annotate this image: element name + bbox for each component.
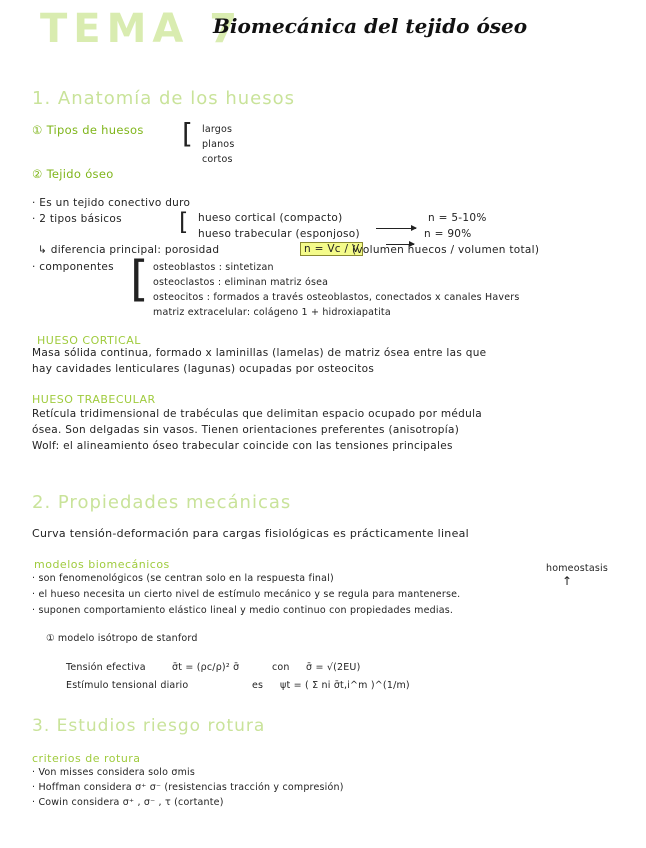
tipo-item: planos [202,139,235,150]
trabecular-line: Retícula tridimensional de trabéculas que delimitan espacio ocupado por médula [32,408,483,420]
up-arrow-icon: ↑ [562,574,573,588]
componente-item: matriz extracelular: colágeno 1 + hidroxiapatita [153,307,391,318]
modelos-heading: modelos biomecánicos [34,558,170,571]
tension-formula: σ̄t = (ρc/ρ)² σ̄ [172,662,240,673]
modelos-bullet: · son fenomenológicos (se centran solo en la respuesta final) [32,573,334,584]
componentes-label: · componentes [32,261,114,273]
criterio-item: · Hoffman considera σ⁺ σ⁻ (resistencias tracción y compresión) [32,782,344,793]
componente-item: osteocitos : formados a través osteoblastos, conectados x canales Havers [153,292,520,303]
estimulo-label: Estímulo tensional diario [66,680,189,691]
homeostasis-note: homeostasis [546,563,608,574]
modelos-bullet: · el hueso necesita un cierto nivel de estímulo mecánico y se regula para mantenerse. [32,589,461,600]
tipo-item: cortos [202,154,233,165]
componente-item: osteoblastos : sintetizan [153,262,274,273]
modelo-stanford-label: ① modelo isótropo de stanford [46,633,198,644]
hueso-trabecular-item: hueso trabecular (esponjoso) [198,228,360,240]
modelos-bullet: · suponen comportamiento elástico lineal y medio continuo con propiedades medias. [32,605,454,616]
criterios-heading: criterios de rotura [32,752,141,765]
curva-line: Curva tensión-deformación para cargas fisiológicas es prácticamente lineal [32,527,470,540]
tipo-item: largos [202,124,233,135]
trabecular-line: Wolf: el alineamiento óseo trabecular coincide con las tensiones principales [32,440,453,452]
estimulo-formula: ψt = ( Σ ni σ̄t,i^m )^(1/m) [280,680,410,691]
cortical-line: Masa sólida continua, formado x laminillas (lamelas) de matriz ósea entre las que [32,347,487,359]
componente-item: osteoclastos : eliminan matriz ósea [153,277,329,288]
bullet-tipos-basicos: · 2 tipos básicos [32,213,122,225]
tension-label: Tensión efectiva [66,662,146,673]
brace: [ [182,117,193,150]
trabecular-porosity: n = 90% [424,228,472,240]
porosity-formula: n = Vc / V [300,242,363,256]
criterio-item: · Cowin considera σ⁺ , σ⁻ , τ (cortante) [32,797,224,808]
bullet-tejido-conectivo: · Es un tejido conectivo duro [32,197,191,209]
page-title: Biomecánica del tejido óseo [213,14,528,38]
tema-label: TEMA 7 [40,6,244,52]
tejido-label: ② Tejido óseo [32,167,114,181]
brace: [ [179,208,189,236]
section-3-heading: 3. Estudios riesgo rotura [32,716,266,736]
trabecular-heading: HUESO TRABECULAR [32,393,156,406]
es-label: es [252,680,264,691]
cortical-heading: HUESO CORTICAL [37,334,141,347]
diferencia-principal: ↳ diferencia principal: porosidad [38,244,220,256]
con-label: con [272,662,290,673]
section-1-heading: 1. Anatomía de los huesos [32,88,295,109]
hueso-cortical-item: hueso cortical (compacto) [198,212,343,224]
cortical-line: hay cavidades lenticulares (lagunas) ocupadas por osteocitos [32,363,375,375]
section-2-heading: 2. Propiedades mecánicas [32,492,292,513]
sigma-formula: σ̄ = √(2EU) [306,662,361,673]
cortical-porosity: n = 5-10% [428,212,487,224]
criterio-item: · Von misses considera solo σmis [32,767,196,778]
brace: [ [130,251,149,307]
tipos-label: ① Tipos de huesos [32,123,144,137]
trabecular-line: ósea. Son delgadas sin vasos. Tienen orientaciones preferentes (anisotropía) [32,424,460,436]
porosity-note: (volumen huecos / volumen total) [352,244,540,256]
